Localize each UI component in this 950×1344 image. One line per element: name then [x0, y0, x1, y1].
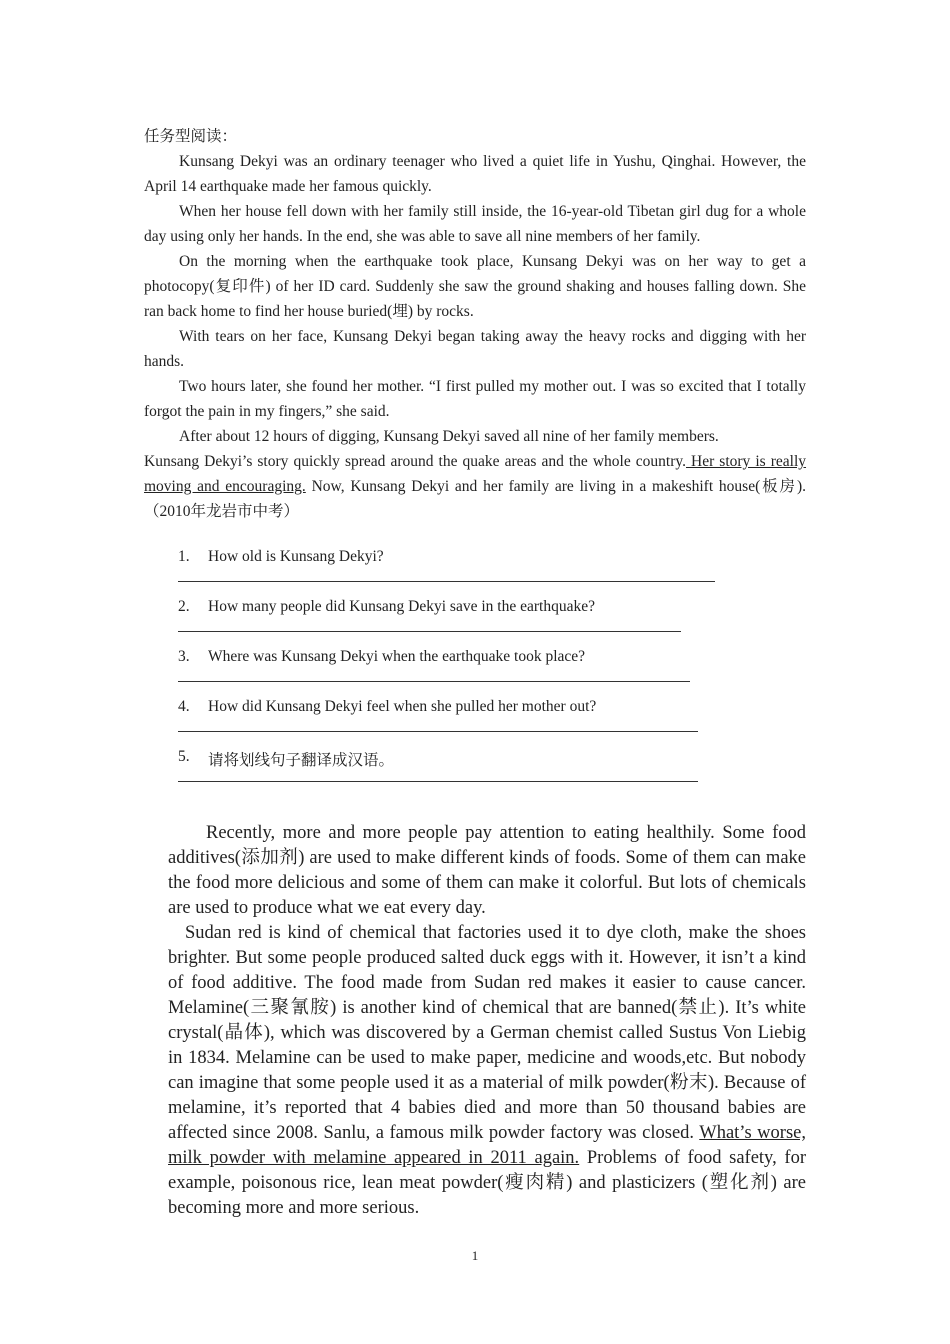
paragraph [144, 449, 806, 524]
answer-line[interactable] [178, 631, 681, 632]
paragraph: Kunsang Dekyi was an ordinary teenager who lived a quiet life in Yushu, Qinghai. However, the April 14 earthquake made her famous quickly. [144, 153, 806, 195]
question-item [178, 748, 738, 798]
reading-passage-2 [168, 821, 806, 1221]
question-item [178, 598, 738, 648]
paragraph: After about 12 hours of digging, Kunsang Dekyi saved all nine of her family members. [179, 428, 719, 445]
answer-line[interactable] [178, 781, 698, 782]
underlined-sentence: Her story is really moving and encouraging. [144, 453, 807, 495]
question-text: How many people did Kunsang Dekyi save in the earthquake? [208, 598, 595, 615]
paragraph: Two hours later, she found her mother. “I first pulled my mother out. I was so excited that I totally forgot the pain in my fingers,” she said. [144, 378, 806, 420]
question-text: How old is Kunsang Dekyi? [208, 548, 384, 565]
question-item [178, 648, 738, 698]
reading-passage-1 [144, 124, 806, 524]
paragraph: When her house fell down with her family still inside, the 16-year-old Tibetan girl dug for a whole day using only her hands. In the end, she was able to save all nine members of her family. [144, 203, 806, 245]
answer-line[interactable] [178, 731, 698, 732]
question-text: Where was Kunsang Dekyi when the earthquake took place? [208, 648, 586, 665]
text-run: Sudan red is kind of chemical that factories used it to dye cloth, make the shoes brighter. But some people produced salted duck eggs with it. However, it isn’t a kind of food additive. The food made from Sudan red makes it easier to cause cancer. Melamine(三聚氰胺) is another kind of chemical that are banned(禁止). It’s white crystal(晶体), which was discovered by a German chemist called Sustus Von Liebig in 1834. Melamine can be used to make paper, medicine and woods,etc. But nobody can imagine that some people used it as a material of milk powder(粉末). Because of melamine, it’s reported that 4 babies died and more than 50 thousand babies are affected since 2008. Sanlu, a famous milk powder factory was closed. [168, 923, 806, 1143]
question-list [178, 548, 738, 798]
question-number: 1. [178, 548, 190, 565]
question-text: How did Kunsang Dekyi feel when she pulled her mother out? [208, 698, 597, 715]
question-number: 2. [178, 598, 190, 615]
text-run: Problems of food safety, for example, poisonous rice, lean meat powder(瘦肉精) and plasticizers (塑化剂) are becoming more and more serious. [168, 1148, 806, 1218]
page-number: 1 [471, 1248, 479, 1263]
text-run: Kunsang Dekyi’s story quickly spread around the quake areas and the whole country. [144, 453, 686, 470]
question-item [178, 698, 738, 748]
underlined-sentence: What’s worse, milk powder with melamine appeared in 2011 again. [168, 1123, 806, 1168]
answer-line[interactable] [178, 681, 690, 682]
paragraph [168, 921, 806, 1221]
text-run: Now, Kunsang Dekyi and her family are living in a makeshift house(板房).（2010年龙岩市中考） [144, 478, 806, 520]
question-number: 4. [178, 698, 190, 715]
question-text: 请将划线句子翻译成汉语。 [208, 752, 395, 769]
section-heading: 任务型阅读： [144, 128, 238, 145]
answer-line[interactable] [178, 581, 715, 582]
paragraph: Recently, more and more people pay attention to eating healthily. Some food additives(添加剂) are used to make different kinds of foods. Some of them can make the food more delicious and some of them can make it colorful. But lots of chemicals are used to produce what we eat every day. [168, 823, 806, 918]
paragraph: On the morning when the earthquake took place, Kunsang Dekyi was on her way to get a photocopy(复印件) of her ID card. Suddenly she saw the ground shaking and houses falling down. She ran back home to find her house buried(埋) by rocks. [144, 253, 806, 320]
question-number: 5. [178, 748, 190, 765]
paragraph: With tears on her face, Kunsang Dekyi began taking away the heavy rocks and digging with her hands. [144, 328, 806, 370]
question-item [178, 548, 738, 598]
question-number: 3. [178, 648, 190, 665]
